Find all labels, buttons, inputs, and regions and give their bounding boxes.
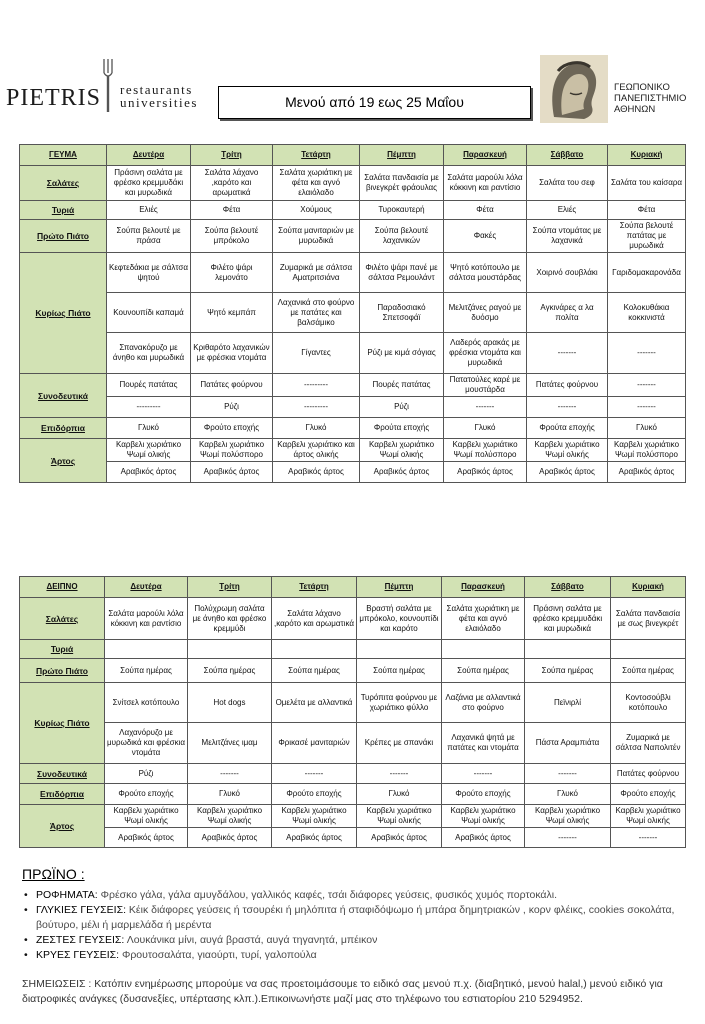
menu-cell: --------- [107,397,191,418]
menu-cell: Φρούτο εποχής [191,418,273,439]
menu-cell: Αραβικός άρτος [107,462,191,483]
menu-cell: Λαχανικά στο φούρνο με πατάτες και βαλσάμικο [273,293,360,333]
menu-cell: Σούπα ημέρας [525,659,611,683]
menu-cell: Φρικασέ μανιταριών [272,723,357,764]
menu-cell: ------- [527,397,608,418]
bullet-icon: • [24,949,28,961]
menu-cell: Σαλάτα μαρούλι λόλα κόκκινη και ραντίσιο [105,598,188,640]
menu-cell: Σαλάτα του καίσαρα [608,166,686,201]
menu-cell: Σούπα ημέρας [357,659,442,683]
menu-cell: Αραβικός άρτος [188,828,272,848]
bullet-icon: • [24,889,28,901]
menu-cell: Φιλέτο ψάρι λεμονάτο [191,253,273,293]
dinner-menu-table [19,576,686,848]
menu-cell: Γλυκό [608,418,686,439]
dinner-salads-row [20,598,686,640]
menu-cell: Ρύζι [191,397,273,418]
lunch-bread-row-1 [20,439,686,462]
menu-cell: Χοιρινό σουβλάκι [527,253,608,293]
menu-cell: Αραβικός άρτος [527,462,608,483]
menu-cell: Χούμους [273,201,360,220]
menu-cell: Αραβικός άρτος [444,462,527,483]
menu-cell: Πράσινη σαλάτα με φρέσκο κρεμμυδάκι και μυρωδικά [107,166,191,201]
menu-cell [357,640,442,659]
menu-cell: Γλυκό [525,784,611,805]
row-label-cheese: Τυριά [20,201,107,220]
menu-cell: Αγκινάρες α λα πολίτα [527,293,608,333]
menu-cell: Φέτα [191,201,273,220]
menu-cell: Καρβελι χωριάτικο Ψωμί ολικής [105,805,188,828]
breakfast-item-key: ΚΡΥΕΣ ΓΕΥΣΕΙΣ: [36,949,120,961]
menu-cell: Ρύζι [105,764,188,784]
menu-cell: Γλυκό [107,418,191,439]
menu-cell: Φιλέτο ψάρι πανέ με σάλτσα Ρεμουλάντ [360,253,444,293]
menu-cell: Σαλάτα μαρούλι λόλα κόκκινη και ραντίσιο [444,166,527,201]
menu-cell: Αραβικός άρτος [191,462,273,483]
breakfast-item [22,888,692,903]
menu-cell: Κρέπες με σπανάκι [357,723,442,764]
menu-cell: ------- [272,764,357,784]
menu-cell: Ψητό κοτόπουλο με σάλτσα μουστάρδας [444,253,527,293]
lunch-salads-row [20,166,686,201]
dinner-main-row-1 [20,683,686,723]
brand-name: PIETRIS [6,85,102,111]
menu-cell: --------- [273,374,360,397]
menu-cell: Σούπα ημέρας [442,659,525,683]
menu-cell: Πουρές πατάτας [107,374,191,397]
breakfast-item [22,948,692,963]
menu-cell: Μελιτζάνες ιμαμ [188,723,272,764]
menu-cell: Καρβελι χωριάτικο Ψωμί ολικής [360,439,444,462]
row-label-salads: Σαλάτες [20,166,107,201]
menu-cell: Σούπα ημέρας [611,659,686,683]
menu-cell: Καρβελι χωριάτικο Ψωμί ολικής [357,805,442,828]
menu-cell: Φρούτα εποχής [360,418,444,439]
menu-cell: Πατατούλες καρέ με μουστάρδα [444,374,527,397]
col-header: Πέμπτη [360,145,444,166]
menu-cell: Φρούτο εποχής [105,784,188,805]
menu-cell: Τυροκαυτερή [360,201,444,220]
breakfast-list [22,888,692,963]
menu-cell: ------- [188,764,272,784]
lunch-bread-row-2 [20,462,686,483]
row-label-sides: Συνοδευτικά [20,764,105,784]
menu-cell: Καρβελι χωριάτικο Ψωμί ολικής [107,439,191,462]
dinner-starter-row [20,659,686,683]
row-label-dessert: Επιδόρπια [20,784,105,805]
row-label-cheese: Τυριά [20,640,105,659]
menu-cell: Καρβελι χωριάτικο Ψωμί ολικής [272,805,357,828]
university-line-3: ΑΘΗΝΩΝ [614,104,656,115]
menu-cell: --------- [273,397,360,418]
menu-cell: Ομελέτα με αλλαντικά [272,683,357,723]
brand-sub-universities: universities [120,95,198,110]
menu-cell: Γλυκό [444,418,527,439]
menu-cell: Βραστή σαλάτα με μπρόκολο, κουνουπίδι και καρότο [357,598,442,640]
menu-cell: Ελιές [107,201,191,220]
menu-cell: Λαδερός αρακάς με φρέσκια ντομάτα και μυρωδικά [444,333,527,374]
menu-cell: Σούπα μανιταριών με μυρωδικά [273,220,360,253]
menu-cell: Αραβικός άρτος [272,828,357,848]
col-header: Δευτέρα [105,577,188,598]
row-label-starter: Πρώτο Πιάτο [20,659,105,683]
menu-cell: Σούπα βελουτέ λαχανικών [360,220,444,253]
menu-cell: Ελιές [527,201,608,220]
menu-cell: Καρβελι χωριάτικο Ψωμί ολικής [611,805,686,828]
menu-cell: Σαλάτα λάχανο ,καρότο και αρωματικά [272,598,357,640]
menu-cell: ------- [608,397,686,418]
row-label-bread: Άρτος [20,805,105,848]
breakfast-title: ΠΡΩΪΝΟ : [22,866,85,882]
menu-cell: Σούπα ημέρας [105,659,188,683]
menu-cell: Καρβελι χωριάτικο Ψωμί ολικής [442,805,525,828]
menu-cell: Ρύζι με κιμά σόγιας [360,333,444,374]
menu-cell: Καρβελι χωριάτικο Ψωμί ολικής [527,439,608,462]
menu-cell: Γλυκό [273,418,360,439]
menu-cell: Αραβικός άρτος [357,828,442,848]
menu-cell: Φέτα [608,201,686,220]
menu-cell: Σούπα ημέρας [188,659,272,683]
university-emblem-icon [540,55,608,123]
dinner-cheese-row [20,640,686,659]
lunch-header-row [20,145,686,166]
menu-cell: Σαλάτα πανδαισία με σως βινεγκρέτ [611,598,686,640]
lunch-starter-row [20,220,686,253]
menu-cell: Hot dogs [188,683,272,723]
menu-cell: Μελιτζάνες ραγού με δυόσμο [444,293,527,333]
col-header: Κυριακή [608,145,686,166]
menu-cell: Αραβικός άρτος [105,828,188,848]
university-line-1: ΓΕΩΠΟΝΙΚΟ [614,82,670,93]
university-name [614,82,686,115]
menu-cell: ------- [442,764,525,784]
menu-cell: Φρούτο εποχής [272,784,357,805]
lunch-menu-table [19,144,686,483]
menu-cell: Σνίτσελ κοτόπουλο [105,683,188,723]
menu-cell: Κουνουπίδι καπαμά [107,293,191,333]
breakfast-item [22,933,692,948]
dinner-sides-row [20,764,686,784]
menu-cell: Σούπα βελουτέ μπρόκολο [191,220,273,253]
dinner-bread-row-1 [20,805,686,828]
menu-cell: Κοντοσούβλι κοτόπουλο [611,683,686,723]
menu-cell [105,640,188,659]
col-header: Τετάρτη [272,577,357,598]
menu-cell: ------- [525,764,611,784]
col-header: ΓΕΥΜΑ [20,145,107,166]
menu-cell [188,640,272,659]
menu-cell: Γαριδομακαρονάδα [608,253,686,293]
menu-cell: ------- [608,374,686,397]
col-header: ΔΕΙΠΝΟ [20,577,105,598]
menu-cell: Αραβικός άρτος [608,462,686,483]
breakfast-item-key: ΖΕΣΤΕΣ ΓΕΥΣΕΙΣ: [36,934,125,946]
menu-cell: Καρβελι χωριάτικο και άρτος ολικής [273,439,360,462]
menu-cell: ------- [527,333,608,374]
menu-cell: Ψητό κεμπάπ [191,293,273,333]
dinner-header-row [20,577,686,598]
brand-sub-restaurants: restaurants [120,82,193,97]
menu-cell: Πεϊνιρλί [525,683,611,723]
col-header: Τρίτη [191,145,273,166]
menu-cell: Καρβελι χωριάτικο Ψωμί ολικής [188,805,272,828]
menu-cell: Λαχανόρυζο με μυρωδικά και φρέσκια ντομάτα [105,723,188,764]
breakfast-item-value: Κέικ διάφορες γεύσεις ή τσουρέκι ή μηλόπιτα ή σταφιδόψωμο ή μπάρα δημητριακών , κορν φλέικς, cookies σοκολάτα, βούτυρο, μέλι ή μαρμελάδα ή μερέντα [36,904,675,931]
menu-cell: Σούπα βελουτέ πατάτας με μυρωδικά [608,220,686,253]
menu-cell [611,640,686,659]
menu-cell: Γίγαντες [273,333,360,374]
row-label-sides: Συνοδευτικά [20,374,107,418]
breakfast-item-key: ΡΟΦΗΜΑΤΑ: [36,889,98,901]
menu-cell: Καρβελι χωριάτικο Ψωμί ολικής [525,805,611,828]
menu-cell: ------- [444,397,527,418]
col-header: Σάββατο [527,145,608,166]
breakfast-item-value: Φρέσκο γάλα, γάλα αμυγδάλου, γαλλικός καφές, τσάι διάφορες γεύσεις, φυσικός χυμός πορτοκάλι. [100,889,558,901]
menu-cell: Πολύχρωμη σαλάτα με άνηθο και φρέσκο κρεμμύδι [188,598,272,640]
col-header: Πέμπτη [357,577,442,598]
menu-cell: Φρούτα εποχής [527,418,608,439]
menu-cell: Καρβελι χωριάτικο Ψωμί πολύσπορο [191,439,273,462]
menu-cell: Λαχανικά ψητά με πατάτες και ντομάτα [442,723,525,764]
col-header: Τετάρτη [273,145,360,166]
menu-cell: Φέτα [444,201,527,220]
brand-subtitle [120,83,198,109]
menu-cell: Σούπα ντομάτας με λαχανικά [527,220,608,253]
menu-cell: Πάστα Αραμπιάτα [525,723,611,764]
menu-cell: Αραβικός άρτος [360,462,444,483]
menu-title: Μενού από 19 εως 25 Μαΐου [218,86,531,119]
lunch-main-row-2 [20,293,686,333]
col-header: Σάββατο [525,577,611,598]
breakfast-item-value: Φρουτοσαλάτα, γιαούρτι, τυρί, γαλοπούλα [121,949,317,961]
bullet-icon: • [24,904,28,916]
menu-cell: ------- [525,828,611,848]
menu-cell: Φρούτο εποχής [442,784,525,805]
menu-cell: Κεφτεδάκια με σάλτσα ψητού [107,253,191,293]
dinner-main-row-2 [20,723,686,764]
menu-cell: Σαλάτα χωριάτικη με φέτα και αγνό ελαιόλαδο [273,166,360,201]
menu-cell: Καρβελι χωριάτικο Ψωμί πολύσπορο [608,439,686,462]
lunch-main-row-1 [20,253,686,293]
row-label-starter: Πρώτο Πιάτο [20,220,107,253]
menu-cell: Σαλάτα χωριάτικη με φέτα και αγνό ελαιόλαδο [442,598,525,640]
row-label-main: Κυρίως Πιάτο [20,253,107,374]
menu-cell: Σπανακόρυζο με άνηθο και μυρωδικά [107,333,191,374]
row-label-main: Κυρίως Πιάτο [20,683,105,764]
menu-cell: Σαλάτα πανδαισία με βινεγκρέτ φράουλας [360,166,444,201]
col-header: Παρασκευή [444,145,527,166]
menu-cell: Αραβικός άρτος [442,828,525,848]
breakfast-item-key: ΓΛΥΚΙΕΣ ΓΕΥΣΕΙΣ: [36,904,126,916]
menu-cell: Γλυκό [357,784,442,805]
notes-text: ΣΗΜΕΙΩΣΕΙΣ : Κατόπιν ενημέρωσης μπορούμε να σας προετοιμάσουμε το ειδικό σας μενού π.χ. (διαβητικό, μενού halal,) μενού ειδικό για διατροφικές ανάγκες (δυσανεξίες, υπέρτασης κλπ.).Επικοινωνήστε μαζί μας στο τηλέφωνο του εστιατορίου 210 5294952. [22,978,663,1005]
menu-cell: Φακές [444,220,527,253]
menu-cell: ------- [611,828,686,848]
menu-cell: Κολοκυθάκια κοκκινιστά [608,293,686,333]
menu-cell: Πράσινη σαλάτα με φρέσκο κρεμμυδάκι και μυρωδικά [525,598,611,640]
menu-cell: Πατάτες φούρνου [191,374,273,397]
dinner-bread-row-2 [20,828,686,848]
col-header: Κυριακή [611,577,686,598]
row-label-bread: Άρτος [20,439,107,483]
menu-cell: Παραδοσιακό Σπετσοφάϊ [360,293,444,333]
lunch-sides-row-2 [20,397,686,418]
col-header: Δευτέρα [107,145,191,166]
menu-cell: Λαζάνια με αλλαντικά στο φούρνο [442,683,525,723]
menu-cell [442,640,525,659]
menu-cell: Ζυμαρικά με σάλτσα Αματριτσιάνα [273,253,360,293]
breakfast-item [22,903,692,933]
menu-cell: ------- [357,764,442,784]
col-header: Παρασκευή [442,577,525,598]
dinner-dessert-row [20,784,686,805]
menu-cell: Σούπα ημέρας [272,659,357,683]
menu-cell [272,640,357,659]
bullet-icon: • [24,934,28,946]
menu-cell: Σαλάτα λάχανο ,καρότο και αρωματικά [191,166,273,201]
lunch-cheese-row [20,201,686,220]
menu-cell: Γλυκό [188,784,272,805]
university-line-2: ΠΑΝΕΠΙΣΤΗΜΙΟ [614,93,687,104]
menu-cell: Ρύζι [360,397,444,418]
menu-cell: Φρούτο εποχής [611,784,686,805]
menu-cell: Σαλάτα του σεφ [527,166,608,201]
row-label-salads: Σαλάτες [20,598,105,640]
lunch-sides-row-1 [20,374,686,397]
menu-cell: Ζυμαρικά με σάλτσα Ναπολιτέν [611,723,686,764]
menu-cell: Κριθαρότο λαχανικών με φρέσκια ντομάτα [191,333,273,374]
fork-icon [101,57,115,113]
menu-cell: ------- [608,333,686,374]
menu-cell: Αραβικός άρτος [273,462,360,483]
row-label-dessert: Επιδόρπια [20,418,107,439]
menu-cell: Τυρόπιτα φούρνου με χωριάτικο φύλλο [357,683,442,723]
pietris-logo [0,55,218,115]
menu-cell: Πουρές πατάτας [360,374,444,397]
menu-cell: Σούπα βελουτέ με πράσα [107,220,191,253]
lunch-dessert-row [20,418,686,439]
menu-cell: Πατάτες φούρνου [527,374,608,397]
menu-cell: Πατάτες φούρνου [611,764,686,784]
breakfast-item-value: Λουκάνικα μίνι, αυγά βραστά, αυγά τηγανητά, μπέικον [126,934,378,946]
menu-cell [525,640,611,659]
menu-cell: Καρβελι χωριάτικο Ψωμί πολύσπορο [444,439,527,462]
lunch-main-row-3 [20,333,686,374]
col-header: Τρίτη [188,577,272,598]
